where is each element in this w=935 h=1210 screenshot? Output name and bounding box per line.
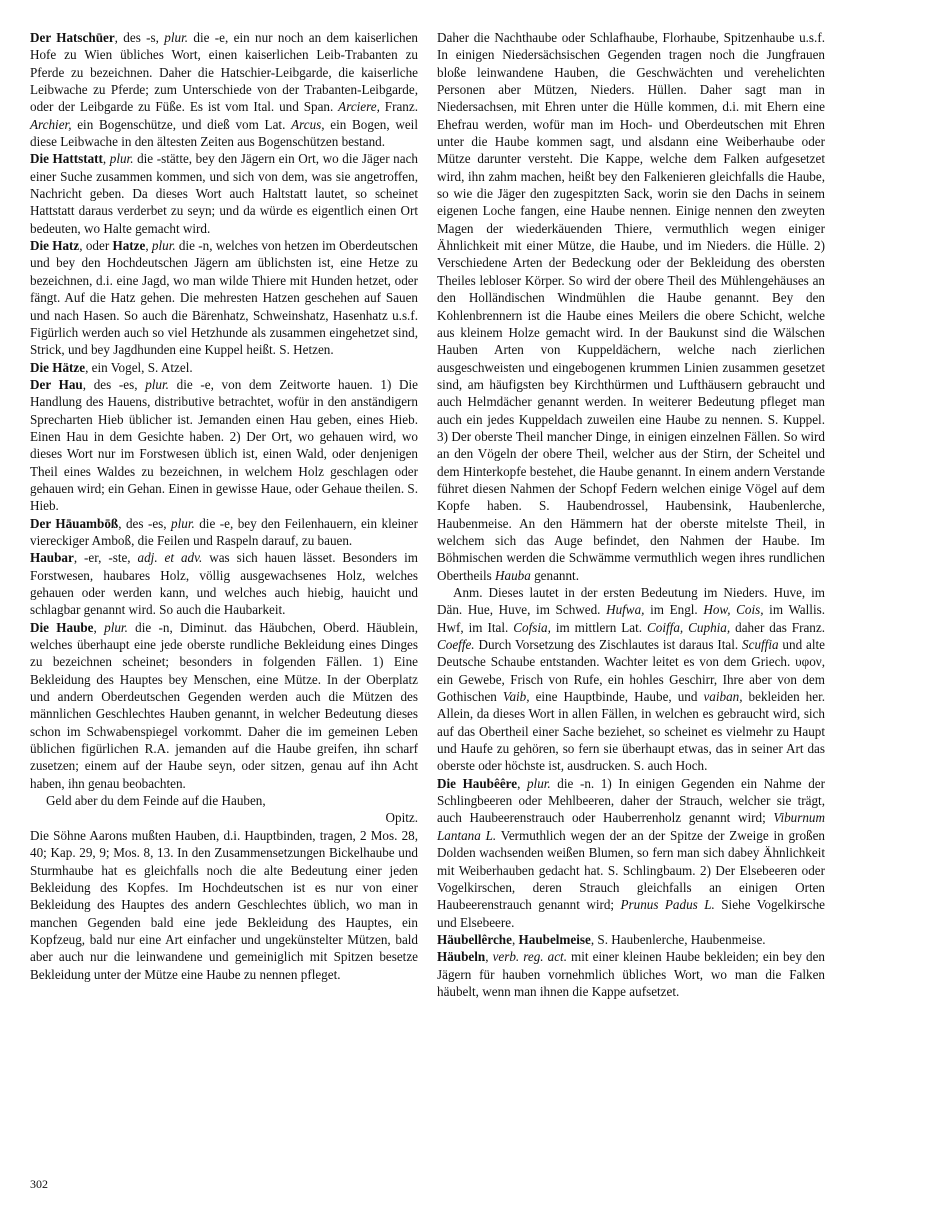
body-text: , [145, 238, 152, 254]
body-text: die -n, welches von hetzen im Oberdeutschen und bey den Hochdeutschen Jägern am üblichsten ist, eine Hetze zu bezeichnen, d.i. eine Jagd, wo man wilde Thiere mit Hunden hetzet, oder fängt. Auf die Hatz gehen. Die mehresten Hatzen geschehen auf Sauen und nach Hasen. So auch die Bärenhatz, Schweinshatz, Hasenhatz u.s.f. Figürlich werden auch so viel Hetzhunde als zusammen eingehetzet sind, Strick, und bey Jagdhunden eine Kuppel heißt. S. Hetzen. [30, 238, 418, 358]
body-text: die -e, ein nur noch an dem kaiserlichen Hofe zu Wien übliches Wort, einen kaiserlichen Leib-Trabanten zu Pferde zu bezeichnen. Daher die Hatschier-Leibgarde, die kaiserliche Leibwache zu Pferde; zum Unterschiede von der Trabanten-Leibgarde, oder der Leibgarde zu Füße. Es ist vom Ital. und Span. [30, 30, 418, 115]
body-text: Geld aber du dem Feinde auf die Hauben, [46, 793, 266, 809]
entry-hatz [30, 237, 418, 358]
headword: Die Haubêêre [437, 775, 518, 791]
body-text: Opitz. [385, 810, 418, 826]
body-text: , -er, -ste, [73, 550, 138, 566]
italic-term: Archier, [30, 116, 72, 132]
italic-term: Viburnum Lantana L. [437, 810, 825, 843]
italic-term: adj. et adv. [137, 550, 203, 566]
body-text: die -stätte, bey den Jägern ein Ort, wo die Jäger nach einer Suche zusammen kommen, und sich von dem, was sie angetroffen, Nachricht geben. Da dieses Wort auch Haltstatt lautet, so scheinet Hattstatt daraus verderbet zu seyn; und da würde es eigentlich einen Ort bedeuten, wo Halte gemacht wird. [30, 151, 418, 236]
body-text: , [511, 931, 519, 947]
body-text: genannt. [530, 567, 579, 583]
body-text: die -e, von dem Zeitworte hauen. 1) Die Handlung des Hauens, distributive betrachtet, wofür in den anständigern Sprecharten Hieb üblicher ist. Jemanden einen Hau geben, eines Hieb. Einen Hau in dem Gesichte haben. 2) Der Ort, wo gehauen wird, wo dieses Wort nur im Forstwesen üblich ist, einen Wald, oder denjenigen Theil eines Waldes zu bezeichnen, in welchem Holz geschlagen oder gehauen wird; ein Gehan. Einen in gewisse Haue, oder Gehaue theilen. S. Hieb. [30, 376, 419, 514]
italic-term: Coeffe. [437, 637, 475, 653]
italic-term: Prunus Padus L. [620, 897, 715, 913]
right-column [437, 29, 825, 1000]
body-text: ein Bogenschütze, und dieß vom Lat. [71, 116, 292, 132]
page-number: 302 [30, 1177, 48, 1191]
headword: Die Haube [30, 619, 94, 635]
entry-hatschier [30, 29, 418, 150]
entry-hattstatt [30, 150, 418, 237]
left-column [30, 29, 418, 983]
entry-haubar [30, 549, 418, 618]
body-text: Daher die Nachthaube oder Schlafhaube, Florhaube, Spitzenhaube u.s.f. In einigen Niedersächsischen Gegenden tragen noch die Jungfrauen bloße leinwandene Hauben, die Geschwächten und verehelichten Personen aber Mützen, Nieders. Hüllen. Daher sagt man in Niedersachsen, mit Ehren unter die Hülle kommen, d.i. mit Ehern eine Ehefrau werden, wofür man im Hoch- und Oberdeutschen mit Ehren unter die Haube kommen sagt, und alsdann eine Weiberhaube oder Mütze darunter versteht. Die Kappe, welche dem Falken aufgesetzet wird, ihn zahm machen, heißt bey den Falkenieren gleichfalls die Haube, so wie die Jäger den zugespitzten Sack, worin sie den Dachs in seinem eigenen Loche fangen, eine Haube nennen. Einige nennen den zweyten Magen der wiederkäuenden Thiere, vermuthlich wegen einiger Ähnlichkeit mit einer Mütze, die Haube, und im Nieders. die Hülle. 2) Verschiedene Arten der Bedeckung oder der Bekleidung des obersten Theiles lebloser Körper. So wird der obere Theil des Mühlengehäuses an den Holländischen Windmühlen die Haube genannt. Bey den Kohlenbrennern ist die Haube eines Meilers die obere Schicht, welche aus kleinem Holze gemacht wird. In der Baukunst sind die Wälschen Hauben Arten von Kuppeldächern, welche nach zierlichen ausgeschweisten und eingebogenen krummen Linien zusammen gesetzet sind, am häufigsten bey Kirchthürmen und Lufthäusern gebraucht und auch Helmdächer genannt werden. In weiterer Bedeutung pfleget man auch ein jedes Kuppeldach zuweilen eine Haube zu nennen. S. Kuppel. 3) Der oberste Theil mancher Dinge, in einigen einzelnen Fällen. So wird an den Vögeln der obere Theil, welcher aus der Stirn, der Scheitel und dem Hinterkopfe bestehet, die Haube genannt. In einem andern Verstande führet diesen Nahmen der Schopf Federn welchen einige Vögel auf dem Kopfe haben. S. Haubendrossel, Haubensink, Haubenlerche, Haubenmeise. An den Hämmern hat der oberste mitelste Theil, in welchem sich das Auge befindet, den Nahmen der Haube. Im Böhmischen werden die Schwämme vermuthlich wegen ihres rundlichen Obertheils [437, 30, 825, 583]
italic-term: plur. [145, 376, 169, 392]
body-text: und alte Deutsche Schaube entstanden. Wachter leitet es von dem Griech. υφον, ein Gewebe, Frisch von Rufe, ein hohles Geschirr, Ihre aber von dem Gothischen [437, 637, 825, 705]
entry-haube-anmerkung [437, 584, 825, 775]
italic-term: verb. reg. act. [492, 949, 567, 965]
italic-term: Hufwa, [606, 602, 645, 618]
headword: Der Hāuambōß [30, 515, 119, 531]
body-text: mit einer kleinen Haube bekleiden; ein bey den Jägern für hauben vornehmlich übliches Wort, wo man die Falken häubelt, wenn man ihnen die Kappe aufsetzet. [437, 949, 825, 999]
italic-term: vaiban, [703, 689, 743, 705]
entry-hauambos [30, 515, 418, 550]
body-text: , des -s, [114, 30, 165, 45]
italic-term: Coiffa, Cuphia, [647, 619, 731, 635]
body-text: die -e, bey den Feilenhauern, ein kleiner viereckiger Amboß, die Feilen und Raspeln darauf, zu bauen. [30, 515, 418, 548]
headword: Der Hatschūer [30, 30, 115, 45]
body-text: Anm. Dieses lautet in der ersten Bedeutung im Nieders. Huve, im Dän. Hue, Huve, im Schwed. [437, 585, 825, 618]
body-text: , S. Haubenlerche, Haubenmeise. [590, 931, 766, 947]
headword: Häubellêrche [437, 931, 512, 947]
entry-haube-continued [30, 827, 418, 983]
italic-term: Vaib, [502, 689, 530, 705]
italic-term: plur. [104, 619, 128, 635]
body-text: im Wallis. Hwf, im Ital. [437, 602, 825, 635]
entry-haetze [30, 359, 418, 376]
italic-term: How, Cois, [703, 602, 764, 618]
body-text: eine Hauptbinde, Haube, und [529, 689, 704, 705]
headword: Häubeln [437, 949, 486, 965]
italic-term: plur. [171, 515, 195, 531]
entry-haube [30, 619, 418, 792]
body-text: die -n, Diminut. das Häubchen, Oberd. Häublein, welches überhaupt eine jede oberste rundliche Bekleidung eines Dinges zu bezeichnen scheinet; besonders in folgenden Fällen. 1) Eine Bekleidung des Hauptes bey Menschen, eine Mütze. In der Oberplatz und andern Oberdeutschen Gegenden werden auch die Mützen des männlichen Geschlechtes Hauben genannt, in welcher Bedeutung dieses schon im Schwabenspiegel vorkommt. Daher die im gemeinen Leben üblichen figürlichen R.A. jemanden auf die Haube greifen, ihn scharf zusetzen; einem auf der Haube seyn, oder sitzen, genau auf ihn Acht haben, ihn genau beobachten. [30, 619, 418, 791]
body-text: Franz. [379, 99, 418, 115]
entry-haeubeln [437, 948, 825, 1000]
entry-haubeere [437, 775, 825, 931]
body-text: Durch Vorsetzung des Zischlautes ist daraus Ital. [474, 637, 743, 653]
italic-term: plur. [164, 30, 189, 45]
body-text: die -n. 1) In einigen Gegenden ein Nahme der Schlingbeeren oder Mehlbeeren, daher der Strauch, welcher sie trägt, auch Haubeerenstrauch oder Hauberrenholz genannt wird; [437, 775, 825, 826]
headword: Hatze [112, 238, 146, 254]
headword: Haubelmeise [518, 931, 591, 947]
body-text: was sich hauen lässet. Besonders im Forstwesen, haubares Holz, völlig ausgewachsenes Holz, welches gehauen oder werden kann, und welches auch hiebig, hauicht und schlagbar genannt wird. So auch die Haubarkeit. [30, 550, 418, 618]
body-text: , des -es, [118, 515, 172, 531]
italic-term: Arciere, [338, 99, 380, 115]
headword: Die Hätze [30, 359, 86, 375]
headword: Der Hau [30, 376, 83, 392]
italic-term: Hauba [495, 567, 531, 583]
body-text: bekleiden her. Allein, da dieses Wort in allen Fällen, in welchen es gebraucht wird, sich auf das Obertheil einer Sache beziehet, so scheinet es vielmehr zu Haupt und Haufe zu gehören, so fern sie überhaupt etwas, das in seiner Art das oberste oder höchste ist, ausdrucken. S. auch Hoch. [437, 689, 826, 774]
body-text: ein Bogen, weil diese Leibwache in den ältesten Zeiten aus Bogenschützen bestand. [30, 116, 418, 150]
entry-haube-continuation [437, 29, 825, 584]
body-text: daher das Franz. [730, 619, 825, 635]
body-text: im Engl. [644, 602, 704, 618]
body-text: Die Söhne Aarons mußten Hauben, d.i. Hauptbinden, tragen, 2 Mos. 28, 40; Kap. 29, 9; Mos. 8, 13. In den Zusammensetzungen Bickelhaube und Sturmhaube hat es gleichfalls noch die alte Bedeutung einer jeden Bekleidung des Kopfes. Im Hochdeutschen ist es nur von einer Bekleidung des Hauptes des andern Geschlechtes üblich, wo man in manchen Gegenden bald eine jede Bekleidung des Hauptes, ein Kopfzeug, bald nur eine Art einfacher und ungekünstelter Mützen, bald aber auch nur die leinwandene und gemeiniglich mit Spitzen besetze Bekleidung unter der Mütze eine Haube zu nennen pfleget. [30, 827, 418, 982]
body-text: Siehe Vogelkirsche und Elsebeere. [437, 897, 825, 930]
headword: Haubar [30, 550, 74, 566]
body-text: im mittlern Lat. [550, 619, 648, 635]
italic-term: plur. [151, 238, 176, 254]
headword: Die Hatz [30, 238, 80, 254]
body-text: Vermuthlich wegen der an der Spitze der Zweige in großen Dolden wachsenden weißen Blumen, so fern man sich dabey Ähnlichkeit mit Weiberhauben gedacht hat. S. Schlingbaum. 2) Der Elsebeeren oder Vogelkirschen, deren Strauch gleichfalls an einigen Orten Haubeerenstrauch genannt wird; [437, 827, 825, 913]
body-text: , oder [79, 238, 113, 254]
italic-term: Scuffia [742, 637, 779, 653]
italic-term: plur. [109, 151, 134, 167]
body-text: , des -es, [82, 376, 146, 392]
verse-quote [30, 792, 418, 809]
body-text: , [485, 949, 493, 965]
body-text: , [517, 775, 527, 791]
italic-term: plur. [526, 775, 551, 791]
headword: Die Hattstatt [30, 151, 103, 167]
italic-term: Cofsia, [513, 619, 551, 635]
body-text: , [93, 619, 105, 635]
entry-hau [30, 376, 418, 515]
italic-term: Arcus, [291, 116, 325, 132]
verse-author [30, 809, 418, 826]
body-text: , [102, 151, 110, 167]
entry-haeubellerche [437, 931, 825, 948]
body-text: , ein Vogel, S. Atzel. [85, 359, 193, 375]
